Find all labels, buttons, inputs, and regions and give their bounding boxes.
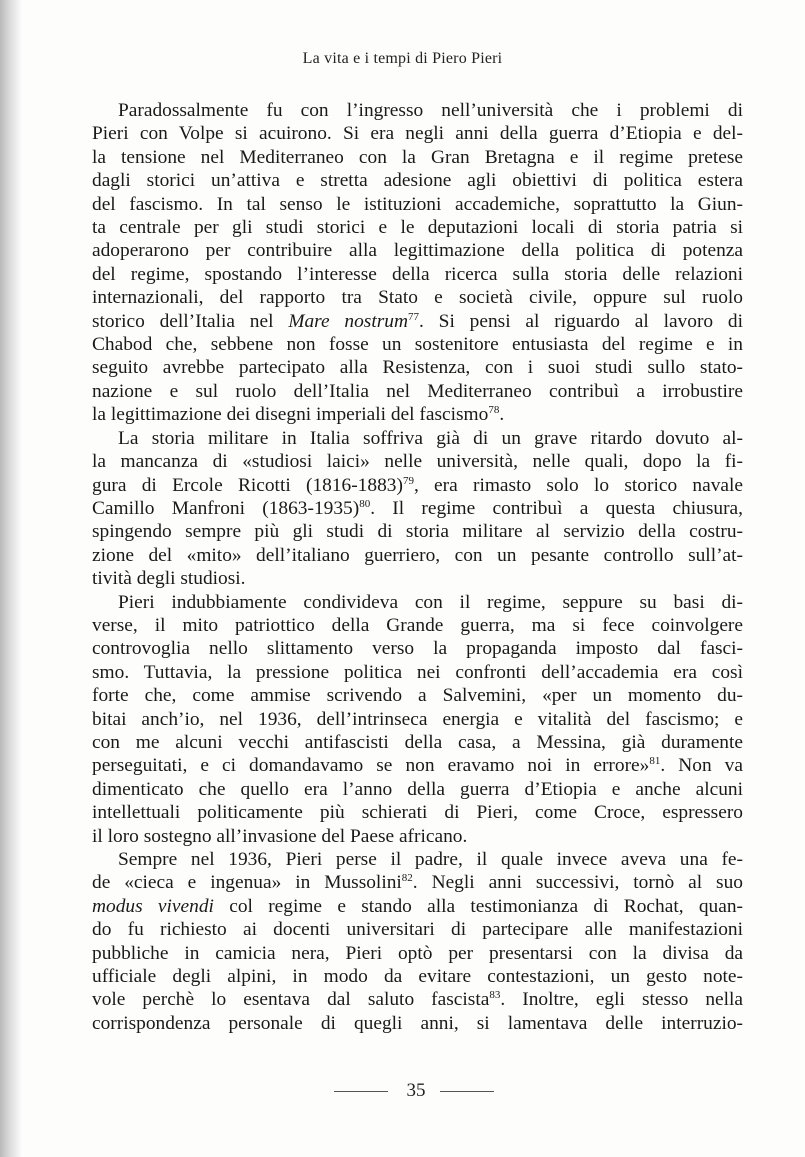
text-line: ufficiale degli alpini, in modo da evitare contestazioni, un gesto note- bbox=[92, 966, 743, 988]
text-line: modus vivendi col regime e stando alla testimonianza di Rochat, quan- bbox=[92, 895, 743, 917]
text-line: Pieri con Volpe si acuirono. Si era negli anni della guerra d’Etiopia e del- bbox=[92, 123, 743, 145]
text-line: pubbliche in camicia nera, Pieri optò per presentarsi con la divisa da bbox=[92, 942, 743, 964]
text-line: dagli storici un’attiva e stretta adesione agli obiettivi di politica estera bbox=[92, 170, 743, 192]
text-line: internazionali, del rapporto tra Stato e società civile, oppure sul ruolo bbox=[92, 287, 743, 309]
text-line: do fu richiesto ai docenti universitari di partecipare alle manifestazioni bbox=[92, 919, 743, 941]
text-line: gura di Ercole Ricotti (1816-1883)$^{79}$, era rimasto solo lo storico navale bbox=[92, 474, 744, 496]
text-line: seguito avrebbe partecipato alla Resistenza, con i suoi studi sullo stato- bbox=[92, 357, 743, 379]
text-line: Chabod che, sebbene non fosse un sostenitore entusiasta del regime e in bbox=[92, 334, 743, 356]
text-line: adoperarono per contribuire alla legittimazione della politica di potenza bbox=[92, 240, 743, 262]
running-header: La vita e i tempi di Piero Pieri bbox=[302, 50, 503, 67]
footer-rule-left bbox=[334, 1091, 388, 1092]
text-line: la mancanza di «studiosi laici» nelle università, nelle quali, dopo la fi- bbox=[92, 451, 743, 473]
text-line: storico dell’Italia nel Mare nostrum$^{77}$. Si pensi al riguardo al lavoro di bbox=[92, 310, 744, 332]
text-line: spingendo sempre più gli studi di storia militare al servizio della costru- bbox=[92, 521, 743, 543]
text-line: Paradossalmente fu con l’ingresso nell’università che i problemi di bbox=[118, 100, 743, 121]
text-line: zione del «mito» dell’italiano guerriero, con un pesante controllo sull’at- bbox=[92, 544, 743, 566]
text-line: dimenticato che quello era l’anno della guerra d’Etiopia e anche alcuni bbox=[92, 778, 743, 800]
text-line: nazione e sul ruolo dell’Italia nel Mediterraneo contribuì a irrobustire bbox=[92, 380, 743, 402]
text-line: ta centrale per gli studi storici e le deputazioni locali di storia patria si bbox=[92, 217, 743, 239]
text-line: de «cieca e ingenua» in Mussolini$^{82}$. Negli anni successivi, tornò al suo bbox=[92, 872, 743, 894]
page-gutter-shadow bbox=[0, 0, 22, 1157]
text-line: la legittimazione dei disegni imperiali del fascismo$^{78}$. bbox=[92, 404, 505, 426]
body-text bbox=[92, 99, 743, 1035]
text-line: Sempre nel 1936, Pieri perse il padre, il quale invece aveva una fe- bbox=[118, 849, 743, 870]
text-line: controvoglia nello slittamento verso la propaganda imposto dal fasci- bbox=[92, 638, 743, 660]
text-line: il loro sostegno all’invasione del Paese africano. bbox=[92, 825, 468, 847]
page-footer bbox=[0, 1080, 805, 1104]
text-line: del regime, spostando l’interesse della ricerca sulla storia delle relazioni bbox=[92, 263, 743, 285]
text-line: smo. Tuttavia, la pressione politica nei confronti dell’accademia era così bbox=[92, 661, 743, 683]
text-line: intellettuali politicamente più schierati di Pieri, come Croce, espressero bbox=[92, 802, 743, 824]
text-line: verse, il mito patriottico della Grande guerra, ma si fece coinvolgere bbox=[92, 614, 743, 636]
footer-rule-right bbox=[440, 1091, 494, 1092]
text-line: la tensione nel Mediterraneo con la Gran Bretagna e il regime pretese bbox=[92, 146, 743, 168]
text-line: forte che, come ammise scrivendo a Salvemini, «per un momento du- bbox=[92, 685, 743, 707]
text-line: tività degli studiosi. bbox=[92, 568, 246, 590]
text-line: La storia militare in Italia soffriva già di un grave ritardo dovuto al- bbox=[118, 427, 743, 449]
text-line: vole perchè lo esentava dal saluto fascista$^{83}$. Inoltre, egli stesso nella bbox=[92, 989, 744, 1011]
text-line: perseguitati, e ci domandavamo se non eravamo noi in errore»$^{81}$. Non va bbox=[92, 755, 743, 777]
text-line: Camillo Manfroni (1863-1935)$^{80}$. Il regime contribuì a questa chiusura, bbox=[92, 497, 743, 519]
text-line: del fascismo. In tal senso le istituzioni accademiche, soprattutto la Giun- bbox=[92, 193, 743, 215]
text-line: con me alcuni vecchi antifascisti della casa, a Messina, già duramente bbox=[92, 731, 743, 753]
text-line: bitai anch’io, nel 1936, dell’intrinseca energia e vitalità del fascismo; e bbox=[92, 708, 743, 730]
text-line: Pieri indubbiamente condivideva con il regime, seppure su basi di- bbox=[118, 591, 743, 613]
page-number: 35 bbox=[406, 1080, 426, 1101]
text-line: corrispondenza personale di quegli anni, si lamentava delle interruzio- bbox=[92, 1012, 743, 1034]
